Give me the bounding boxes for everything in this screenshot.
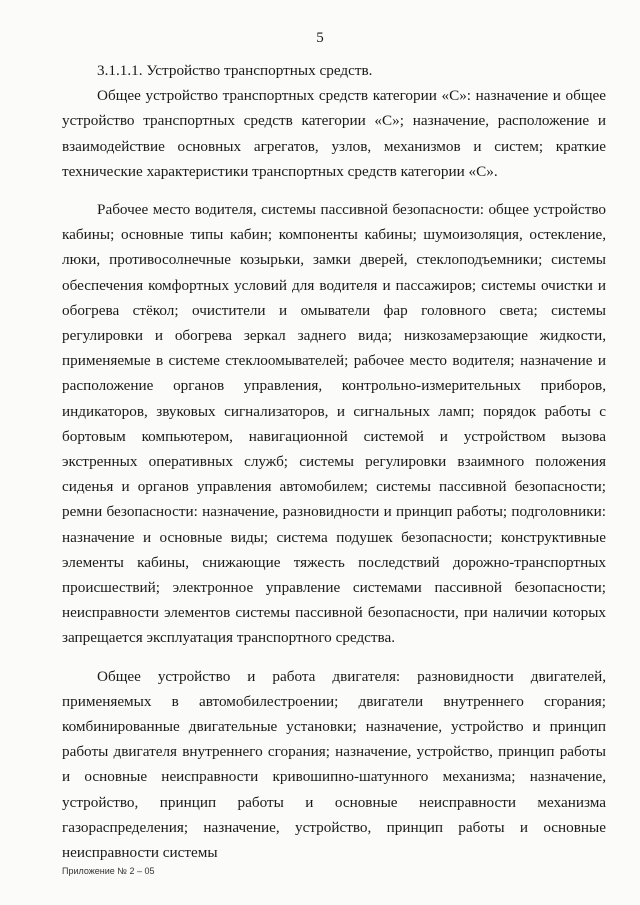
document-body — [62, 58, 606, 865]
section-heading: 3.1.1.1. Устройство транспортных средств. — [97, 62, 373, 79]
paragraph-engine: Общее устройство и работа двигателя: разновидности двигателей, применяемых в автомобилестроении; двигатели внутреннего сгорания; комбинированные двигательные установки; назначение, устройство и принцип работы двигателя внутреннего сгорания; назначение, устройство, принцип работы и основные неисправности кривошипно-шатунного механизма; назначение, устройство, принцип работы и основные неисправности механизма газораспределения; назначение, устройство, принцип работы и основные неисправности системы — [62, 667, 606, 862]
footer-note: Приложение № 2 – 05 — [62, 866, 155, 876]
paragraph-driver-workplace: Рабочее место водителя, системы пассивной безопасности: общее устройство кабины; основные типы кабин; компоненты кабины; шумоизоляция, остекление, люки, противосолнечные козырьки, замки дверей, стеклоподъемники; системы обеспечения комфортных условий для водителя и пассажиров; системы очистки и обогрева стёкол; очистители и омыватели фар головного света; системы регулировки и обогрева зеркал заднего вида; низкозамерзающие жидкости, применяемые в системе стеклоомывателей; рабочее место водителя; назначение и расположение органов управления, контрольно-измерительных приборов, индикаторов, звуковых сигнализаторов, и сигнальных ламп; порядок работы с бортовым компьютером, навигационной системой и устройством вызова экстренных оперативных служб; системы регулировки взаимного положения сиденья и органов управления автомобилем; системы пассивной безопасности; ремни безопасности: назначение, разновидности и принцип работы; подголовники: назначение и основные виды; система подушек безопасности; конструктивные элементы кабины, снижающие тяжесть последствий дорожно-транспортных происшествий; электронное управление системами пассивной безопасности; неисправности элементов системы пассивной безопасности, при наличии которых запрещается эксплуатация транспортного средства. — [62, 201, 606, 647]
page-number: 5 — [316, 30, 324, 46]
paragraph-general-device: Общее устройство транспортных средств категории «С»: назначение и общее устройство транспортных средств категории «С»; назначение, расположение и взаимодействие основных агрегатов, узлов, механизмов и систем; краткие технические характеристики транспортных средств категории «С». — [62, 87, 606, 180]
